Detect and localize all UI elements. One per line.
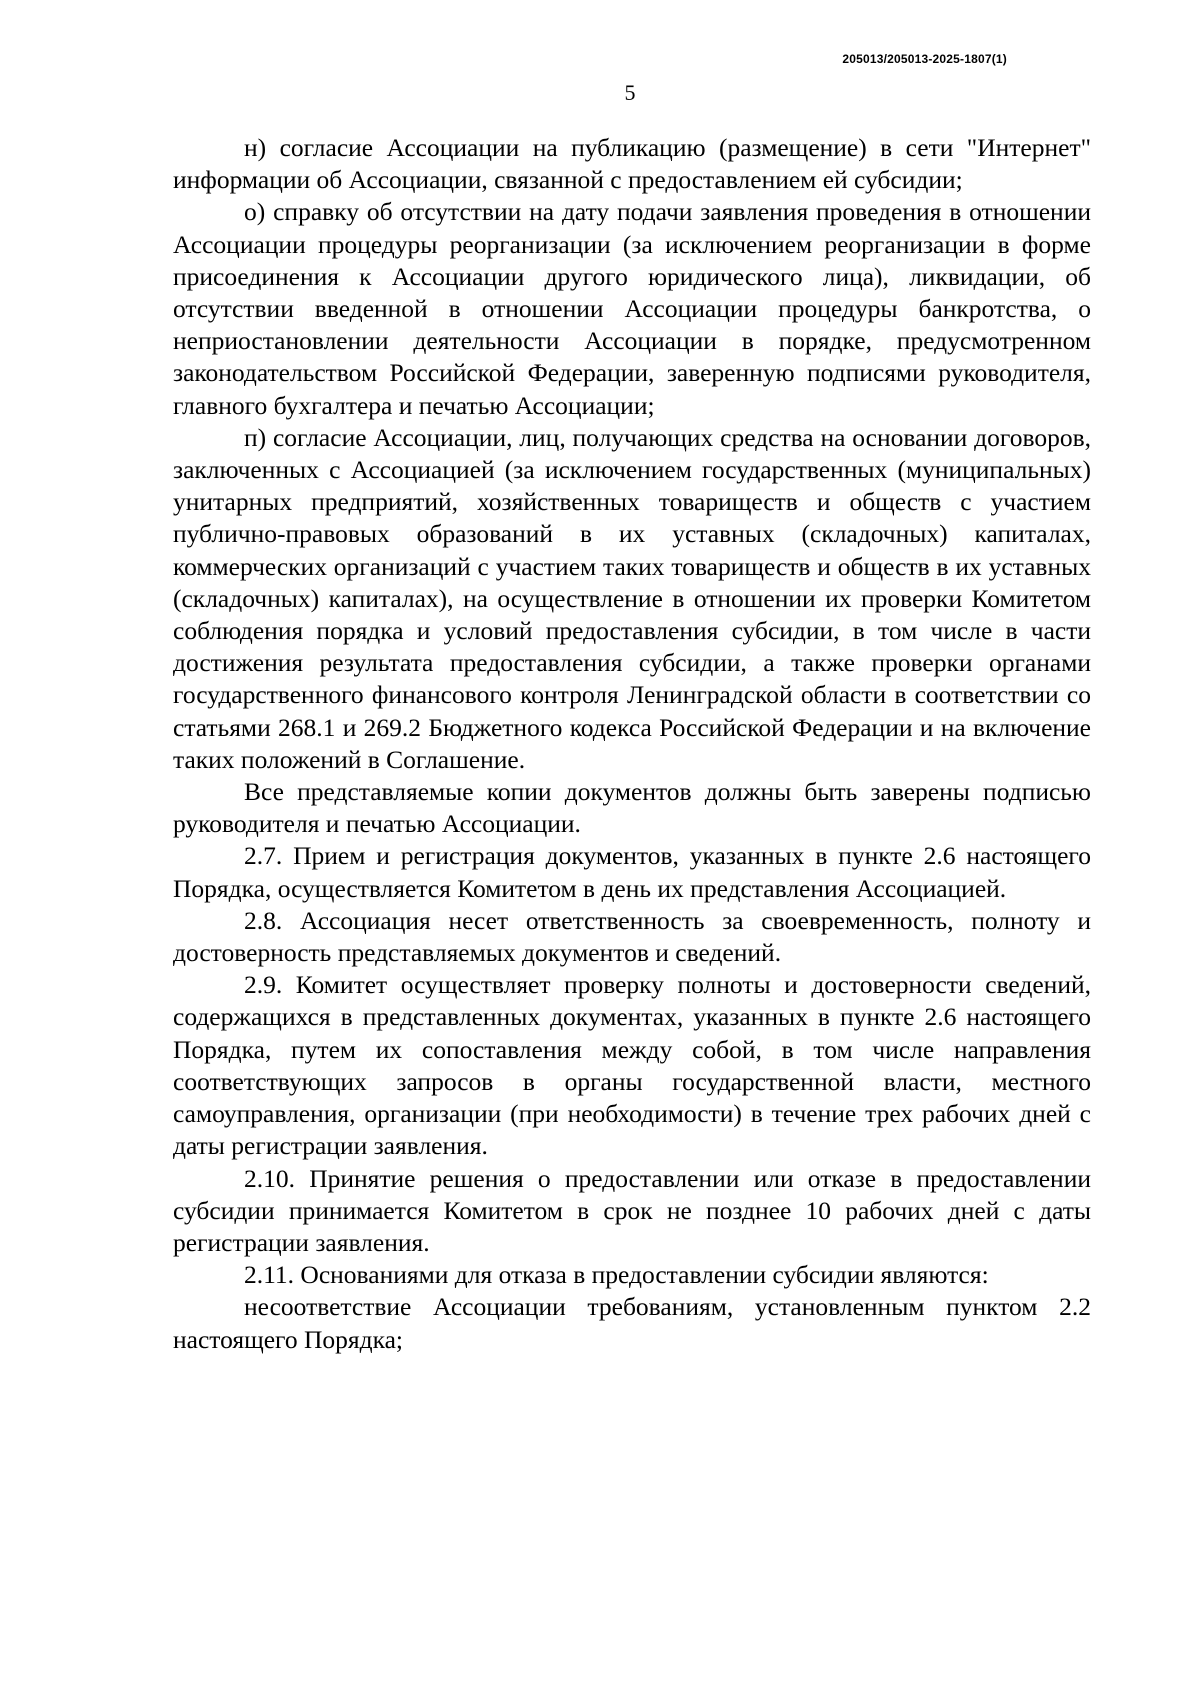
document-id: 205013/205013-2025-1807(1) — [842, 52, 1007, 66]
paragraph-refusal-ground: несоответствие Ассоциации требованиям, установленным пунктом 2.2 настоящего Порядка; — [173, 1292, 1091, 1354]
document-body — [173, 132, 1091, 1356]
paragraph-item-p: п) согласие Ассоциации, лиц, получающих средства на основании договоров, заключенных с Ассоциацией (за исключением государственных (муниципальных) унитарных предприятий, хозяйственных товариществ и обществ с участием публично-правовых образований в их уставных (складочных) капиталах, коммерческих организаций с участием таких товариществ и обществ в их уставных (складочных) капиталах), на осуществление в отношении их проверки Комитетом соблюдения порядка и условий предоставления субсидии, в том числе в части достижения результата предоставления субсидии, а также проверки органами государственного финансового контроля Ленинградской области в соответствии со статьями 268.1 и 269.2 Бюджетного кодекса Российской Федерации и на включение таких положений в Соглашение. — [173, 422, 1091, 774]
paragraph-2-7: 2.7. Прием и регистрация документов, указанных в пункте 2.6 настоящего Порядка, осуществляется Комитетом в день их представления Ассоциацией. — [173, 841, 1091, 903]
paragraph-2-9: 2.9. Комитет осуществляет проверку полноты и достоверности сведений, содержащихся в представленных документах, указанных в пункте 2.6 настоящего Порядка, путем их сопоставления между собой, в том числе направления соответствующих запросов в органы государственной власти, местного самоуправления, организации (при необходимости) в течение трех рабочих дней с даты регистрации заявления. — [173, 970, 1091, 1161]
paragraph-copies-certification: Все представляемые копии документов должны быть заверены подписью руководителя и печатью Ассоциации. — [173, 777, 1091, 839]
paragraph-2-11: 2.11. Основаниями для отказа в предоставлении субсидии являются: — [244, 1260, 989, 1290]
paragraph-2-10: 2.10. Принятие решения о предоставлении или отказе в предоставлении субсидии принимается Комитетом в срок не позднее 10 рабочих дней с даты регистрации заявления. — [173, 1163, 1091, 1257]
page-number: 5 — [624, 80, 636, 105]
paragraph-2-8: 2.8. Ассоциация несет ответственность за своевременность, полноту и достоверность представляемых документов и сведений. — [173, 905, 1091, 968]
paragraph-item-n: н) согласие Ассоциации на публикацию (размещение) в сети "Интернет" информации об Ассоциации, связанной с предоставлением ей субсидии; — [173, 133, 1091, 195]
paragraph-item-o: о) справку об отсутствии на дату подачи заявления проведения в отношении Ассоциации процедуры реорганизации (за исключением реорганизации в форме присоединения к Ассоциации другого юридического лица), ликвидации, об отсутствии введенной в отношении Ассоциации процедуры банкротства, о неприостановлении деятельности Ассоциации в порядке, предусмотренном законодательством Российской Федерации, заверенную подписями руководителя, главного бухгалтера и печатью Ассоциации; — [173, 197, 1091, 420]
